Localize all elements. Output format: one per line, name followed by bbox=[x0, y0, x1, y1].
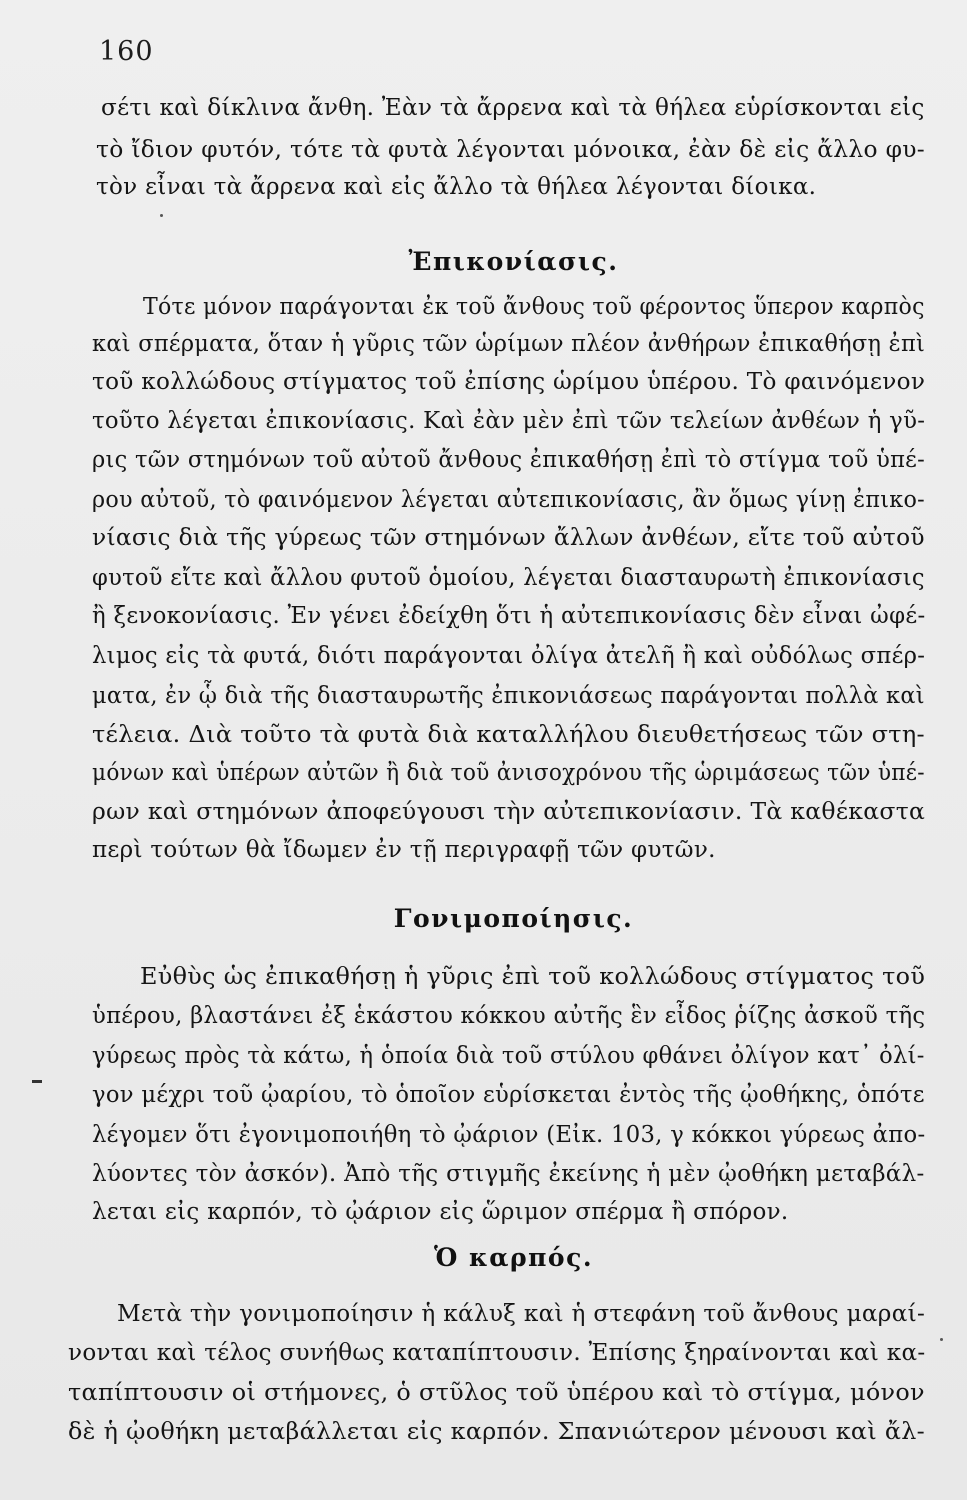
section-heading-gonimopoiisis: Γονιμοποίησις. bbox=[393, 904, 634, 933]
print-speck bbox=[160, 214, 163, 217]
text-line: λιμος εἰς τὰ φυτά, διότι παράγονται ὀλίγα ἀτελῆ ἢ καὶ οὐδόλως σπέρ- bbox=[92, 643, 926, 669]
text-line: μόνων καὶ ὑπέρων αὐτῶν ἢ διὰ τοῦ ἀνισοχρόνου τῆς ὡριμάσεως τῶν ὑπέ- bbox=[92, 760, 925, 786]
text-line: ὑπέρου, βλαστάνει ἐξ ἑκάστου κόκκου αὐτῆς ἓν εἶδος ῥίζης ἀσκοῦ τῆς bbox=[92, 1003, 926, 1029]
section-heading-o-karpos: Ὁ καρπός. bbox=[433, 1243, 594, 1272]
text-line: φυτοῦ εἴτε καὶ ἄλλου φυτοῦ ὁμοίου, λέγεται διασταυρωτὴ ἐπικονίασις bbox=[92, 565, 925, 591]
text-line: σέτι καὶ δίκλινα ἄνθη. Ἐὰν τὰ ἄρρενα καὶ τὰ θήλεα εὑρίσκονται εἰς bbox=[101, 95, 925, 121]
text-line: καὶ σπέρματα, ὅταν ἡ γῦρις τῶν ὡρίμων πλέον ἀνθήρων ἐπικαθήσῃ ἐπὶ bbox=[92, 331, 926, 357]
text-line: περὶ τούτων θὰ ἴδωμεν ἐν τῇ περιγραφῇ τῶν φυτῶν. bbox=[92, 837, 716, 863]
text-line: ματα, ἐν ᾧ διὰ τῆς διασταυρωτῆς ἐπικονιάσεως παράγονται πολλὰ καὶ bbox=[92, 683, 925, 709]
text-line: ταπίπτουσιν οἱ στήμονες, ὁ στῦλος τοῦ ὑπέρου καὶ τὸ στίγμα, μόνον bbox=[68, 1380, 925, 1406]
text-line: τοῦτο λέγεται ἐπικονίασις. Καὶ ἐὰν μὲν ἐπὶ τῶν τελείων ἀνθέων ἡ γῦ- bbox=[92, 408, 926, 434]
text-line: τὸν εἶναι τὰ ἄρρενα καὶ εἰς ἄλλο τὰ θήλεα λέγονται δίοικα. bbox=[96, 174, 817, 200]
text-line: τὸ ἴδιον φυτόν, τότε τὰ φυτὰ λέγονται μόνοικα, ἐὰν δὲ εἰς ἄλλο φυ- bbox=[96, 137, 926, 163]
text-line: νίασις διὰ τῆς γύρεως τῶν στημόνων ἄλλων ἀνθέων, εἴτε τοῦ αὐτοῦ bbox=[92, 525, 925, 551]
text-line: λεται εἰς καρπόν, τὸ ᾠάριον εἰς ὥριμον σπέρμα ἢ σπόρον. bbox=[92, 1199, 789, 1225]
text-line: ρου αὐτοῦ, τὸ φαινόμενον λέγεται αὐτεπικονίασις, ἂν ὅμως γίνῃ ἐπικο- bbox=[92, 487, 926, 513]
print-speck bbox=[940, 1338, 943, 1341]
text-line: τοῦ κολλώδους στίγματος τοῦ ἐπίσης ὡρίμου ὑπέρου. Τὸ φαινόμενον bbox=[92, 369, 926, 395]
text-line: Μετὰ τὴν γονιμοποίησιν ἡ κάλυξ καὶ ἡ στεφάνη τοῦ ἄνθους μαραί- bbox=[117, 1301, 926, 1327]
section-heading-epikoniasis: Ἐπικονίασις. bbox=[408, 247, 619, 276]
text-line: Τότε μόνον παράγονται ἐκ τοῦ ἄνθους τοῦ φέροντος ὕπερον καρπὸς bbox=[143, 294, 925, 320]
text-line: δὲ ἡ ᾠοθήκη μεταβάλλεται εἰς καρπόν. Σπανιώτερον μένουσι καὶ ἄλ- bbox=[68, 1419, 925, 1445]
text-line: ρις τῶν στημόνων τοῦ αὐτοῦ ἄνθους ἐπικαθήσῃ ἐπὶ τὸ στίγμα τοῦ ὑπέ- bbox=[92, 447, 926, 473]
text-line: γύρεως πρὸς τὰ κάτω, ἡ ὁποία διὰ τοῦ στύλου φθάνει ὀλίγον κατ᾽ ὀλί- bbox=[92, 1043, 925, 1069]
margin-mark bbox=[32, 1080, 42, 1083]
text-line: νονται καὶ τέλος συνήθως καταπίπτουσιν. Ἐπίσης ξηραίνονται καὶ κα- bbox=[68, 1340, 926, 1366]
text-line: ἢ ξενοκονίασις. Ἐν γένει ἐδείχθη ὅτι ἡ αὐτεπικονίασις δὲν εἶναι ὠφέ- bbox=[92, 603, 926, 629]
text-line: Εὐθὺς ὡς ἐπικαθήσῃ ἡ γῦρις ἐπὶ τοῦ κολλώδους στίγματος τοῦ bbox=[140, 964, 926, 990]
text-line: τέλεια. Διὰ τοῦτο τὰ φυτὰ διὰ καταλλήλου διευθετήσεως τῶν στη- bbox=[92, 722, 925, 748]
text-line: γον μέχρι τοῦ ᾠαρίου, τὸ ὁποῖον εὑρίσκεται ἐντὸς τῆς ᾠοθήκης, ὁπότε bbox=[92, 1082, 925, 1108]
page-number: 160 bbox=[99, 36, 154, 67]
text-line: λύοντες τὸν ἀσκόν). Ἀπὸ τῆς στιγμῆς ἐκείνης ἡ μὲν ᾠοθήκη μεταβάλ- bbox=[92, 1161, 925, 1187]
text-line: λέγομεν ὅτι ἐγονιμοποιήθη τὸ ᾠάριον (Εἰκ. 103, γ κόκκοι γύρεως ἀπο- bbox=[92, 1122, 926, 1148]
text-line: ρων καὶ στημόνων ἀποφεύγουσι τὴν αὐτεπικονίασιν. Τὰ καθέκαστα bbox=[92, 799, 926, 825]
